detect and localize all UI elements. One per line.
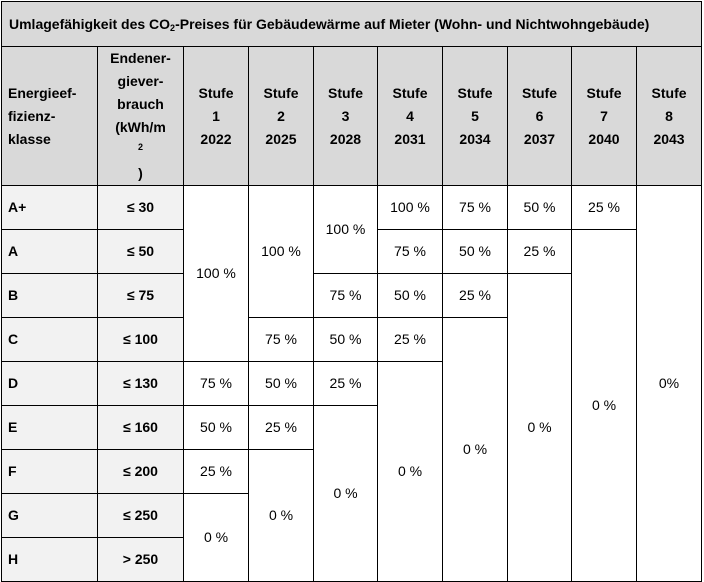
value-cell: 0 % bbox=[184, 494, 249, 582]
value-cell: 25 % bbox=[314, 362, 378, 406]
header-stage-5: Stufe 5 2034 bbox=[443, 47, 508, 186]
table-row bbox=[2, 186, 702, 230]
energy-demand-cell: ≤ 30 bbox=[98, 186, 184, 230]
energy-demand-cell: ≤ 160 bbox=[98, 406, 184, 450]
value-cell: 75 % bbox=[443, 186, 508, 230]
value-cell: 0 % bbox=[572, 230, 637, 582]
header-energy-class: Energieef- fizienz- klasse bbox=[2, 47, 98, 186]
value-cell: 100 % bbox=[314, 186, 378, 274]
energy-demand-cell: ≤ 75 bbox=[98, 274, 184, 318]
value-cell: 50 % bbox=[314, 318, 378, 362]
energy-demand-cell: ≤ 50 bbox=[98, 230, 184, 274]
energy-demand-cell: ≤ 100 bbox=[98, 318, 184, 362]
energy-class-cell: A bbox=[2, 230, 98, 274]
energy-class-cell: E bbox=[2, 406, 98, 450]
header-stage-3: Stufe 3 2028 bbox=[314, 47, 378, 186]
value-cell: 25 % bbox=[249, 406, 314, 450]
header-stage-7: Stufe 7 2040 bbox=[572, 47, 637, 186]
value-cell: 100 % bbox=[249, 186, 314, 318]
energy-class-cell: D bbox=[2, 362, 98, 406]
value-cell: 25 % bbox=[378, 318, 443, 362]
value-cell: 50 % bbox=[443, 230, 508, 274]
value-cell: 0 % bbox=[314, 406, 378, 582]
energy-demand-cell: ≤ 130 bbox=[98, 362, 184, 406]
value-cell: 100 % bbox=[184, 186, 249, 362]
header-stage-8: Stufe 8 2043 bbox=[637, 47, 702, 186]
value-cell: 25 % bbox=[443, 274, 508, 318]
energy-class-cell: F bbox=[2, 450, 98, 494]
header-energy-demand: Endener- giever- brauch (kWh/m $^2$ ) bbox=[98, 47, 184, 186]
value-cell: 50 % bbox=[378, 274, 443, 318]
value-cell: 75 % bbox=[314, 274, 378, 318]
value-cell: 50 % bbox=[184, 406, 249, 450]
energy-class-cell: H bbox=[2, 538, 98, 582]
energy-class-cell: B bbox=[2, 274, 98, 318]
energy-class-cell: G bbox=[2, 494, 98, 538]
header-stage-1: Stufe 1 2022 bbox=[184, 47, 249, 186]
value-cell: 0 % bbox=[378, 362, 443, 582]
energy-demand-cell: > 250 bbox=[98, 538, 184, 582]
value-cell: 75 % bbox=[378, 230, 443, 274]
value-cell: 0 % bbox=[249, 450, 314, 582]
header-stage-4: Stufe 4 2031 bbox=[378, 47, 443, 186]
value-cell: 100 % bbox=[378, 186, 443, 230]
co2-cost-allocation-table bbox=[1, 1, 702, 582]
value-cell: 25 % bbox=[508, 230, 572, 274]
value-cell: 50 % bbox=[249, 362, 314, 406]
header-stage-6: Stufe 6 2037 bbox=[508, 47, 572, 186]
value-cell: 25 % bbox=[184, 450, 249, 494]
header-stage-2: Stufe 2 2025 bbox=[249, 47, 314, 186]
value-cell: 0 % bbox=[443, 318, 508, 582]
value-cell: 75 % bbox=[184, 362, 249, 406]
value-cell: 75 % bbox=[249, 318, 314, 362]
value-cell: 25 % bbox=[572, 186, 637, 230]
value-cell: 0 % bbox=[508, 274, 572, 582]
energy-demand-cell: ≤ 250 bbox=[98, 494, 184, 538]
value-cell: 0% bbox=[637, 186, 702, 582]
energy-demand-cell: ≤ 200 bbox=[98, 450, 184, 494]
value-cell: 50 % bbox=[508, 186, 572, 230]
energy-class-cell: C bbox=[2, 318, 98, 362]
table-title: Umlagefähigkeit des $CO_2$-Preises für Gebäudewärme auf Mieter (Wohn- und Nichtwohngebäude) bbox=[2, 2, 702, 47]
energy-class-cell: A+ bbox=[2, 186, 98, 230]
